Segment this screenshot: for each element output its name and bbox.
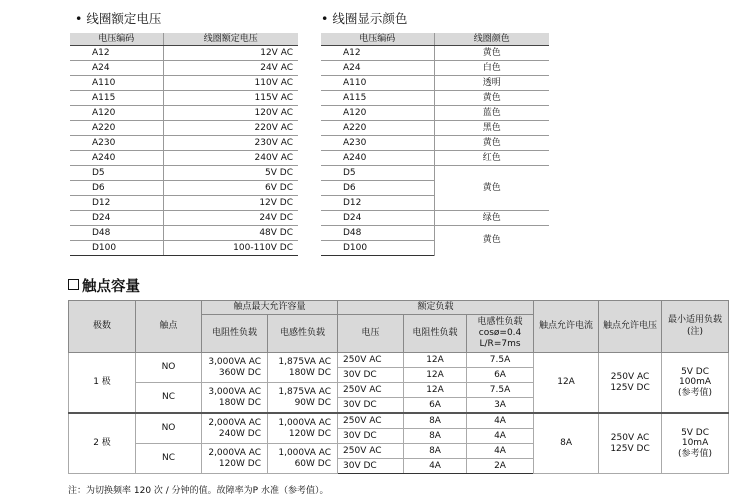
col-header-voltage-code: 电压编码: [321, 33, 434, 46]
contact-type: NO: [136, 353, 202, 383]
contact-capacity-title-text: 触点容量: [82, 279, 140, 295]
min-load-voltage: 5V DC: [681, 366, 710, 377]
resistive-max: [202, 444, 268, 474]
min-load-voltage: 5V DC: [681, 427, 710, 438]
min-load-ref: (参考值): [678, 387, 713, 398]
resistive-max-ac: 2,000VA AC: [208, 448, 261, 459]
inductive-max-ac: 1,875VA AC: [278, 387, 332, 398]
rated-voltage: 120V AC: [163, 106, 298, 121]
rated-voltage: 30V DC: [338, 368, 404, 383]
inductive-max-ac: 1,875VA AC: [278, 357, 332, 368]
resistive-max-dc: 240W DC: [218, 428, 261, 439]
voltage-code: A220: [70, 121, 163, 136]
inductive-max: [268, 383, 338, 414]
voltage-code: A110: [321, 76, 434, 91]
rated-voltage: 115V AC: [163, 91, 298, 106]
allow-current: 12A: [534, 353, 599, 414]
table-row: [321, 136, 549, 151]
coil-color: 黄色: [434, 166, 549, 211]
min-load-current: 100mA: [678, 377, 712, 388]
coil-color: 透明: [434, 76, 549, 91]
coil-voltage-heading: • 线圈额定电压: [75, 11, 162, 26]
col-header-resistive: 电阻性负载: [202, 315, 268, 353]
table-row: [321, 46, 549, 61]
voltage-code: D12: [70, 196, 163, 211]
rated-voltage: 230V AC: [163, 136, 298, 151]
rated-voltage: 6V DC: [163, 181, 298, 196]
voltage-code: D48: [321, 226, 434, 241]
col-header-voltage: 电压: [338, 315, 404, 353]
voltage-code: A220: [321, 121, 434, 136]
table-row: [321, 121, 549, 136]
coil-color: 白色: [434, 61, 549, 76]
resistive-max: [202, 383, 268, 414]
table-row: [70, 136, 298, 151]
voltage-code: D100: [70, 241, 163, 256]
inductive-max-dc: 60W DC: [294, 458, 332, 469]
voltage-code: A240: [70, 151, 163, 166]
rated-voltage: 250V AC: [338, 383, 404, 398]
footnote: 注：为切换频率 120 次 / 分钟的值。故障率为P 水准（参考值）。: [68, 486, 329, 496]
table-row: [69, 353, 729, 368]
allow-voltage: [599, 413, 662, 474]
rated-voltage: 30V DC: [338, 459, 404, 474]
rated-voltage: 24V AC: [163, 61, 298, 76]
table-row: [70, 241, 298, 256]
resistive-max: [202, 353, 268, 383]
contact-capacity-title: [68, 275, 140, 296]
checkbox-icon: [68, 279, 79, 290]
table-row: [321, 166, 549, 181]
rated-voltage: 220V AC: [163, 121, 298, 136]
coil-color: 绿色: [434, 211, 549, 226]
voltage-code: A240: [321, 151, 434, 166]
coil-voltage-table: [70, 33, 298, 256]
voltage-code: A12: [321, 46, 434, 61]
rated-voltage: 12V DC: [163, 196, 298, 211]
inductive-max-dc: 180W DC: [288, 367, 332, 378]
coil-color: 黄色: [434, 91, 549, 106]
rated-inductive: 2A: [467, 459, 534, 474]
rated-resistive: 12A: [404, 368, 467, 383]
coil-color: 黄色: [434, 46, 549, 61]
coil-color-table: [321, 33, 549, 256]
rated-voltage: 12V AC: [163, 46, 298, 61]
inductive-max: [268, 413, 338, 444]
rated-inductive: 7.5A: [467, 383, 534, 398]
voltage-code: A24: [70, 61, 163, 76]
table-row: [321, 226, 549, 241]
rated-voltage: 48V DC: [163, 226, 298, 241]
voltage-code: A120: [321, 106, 434, 121]
coil-color-heading: • 线圈显示颜色: [321, 11, 408, 26]
voltage-code: A120: [70, 106, 163, 121]
table-row: [321, 211, 549, 226]
table-row: [70, 61, 298, 76]
contact-type: NC: [136, 444, 202, 474]
rated-voltage: 30V DC: [338, 429, 404, 444]
voltage-code: A24: [321, 61, 434, 76]
table-row: [69, 413, 729, 429]
col-header-rated-load: 额定负载: [338, 301, 534, 315]
rated-resistive: 8A: [404, 413, 467, 429]
table-row: [70, 166, 298, 181]
table-row: [321, 61, 549, 76]
resistive-max: [202, 413, 268, 444]
table-row: [70, 151, 298, 166]
rated-voltage: 250V AC: [338, 444, 404, 459]
rated-inductive: 4A: [467, 444, 534, 459]
voltage-code: D6: [70, 181, 163, 196]
allow-voltage: [599, 353, 662, 414]
voltage-code: A12: [70, 46, 163, 61]
coil-color: 黑色: [434, 121, 549, 136]
pole-count: 1 极: [69, 353, 136, 414]
rated-voltage: 250V AC: [338, 353, 404, 368]
contact-type: NC: [136, 383, 202, 414]
coil-color: 黄色: [434, 226, 549, 256]
voltage-code: D24: [70, 211, 163, 226]
voltage-code: D6: [321, 181, 434, 196]
table-row: [321, 106, 549, 121]
inductive-max: [268, 353, 338, 383]
table-row: [321, 76, 549, 91]
inductive-label: 电感性负载: [477, 316, 523, 327]
min-load-current: 10mA: [681, 438, 709, 449]
inductive-max-dc: 120W DC: [288, 428, 332, 439]
rated-inductive: 3A: [467, 398, 534, 414]
voltage-code: A230: [321, 136, 434, 151]
contact-type: NO: [136, 413, 202, 444]
col-header-allow-current: 触点允许电流: [534, 301, 599, 353]
table-row: [70, 196, 298, 211]
allow-voltage-dc: 125V DC: [610, 382, 650, 393]
voltage-code: D24: [321, 211, 434, 226]
voltage-code: A115: [321, 91, 434, 106]
col-header-rated-voltage: 线圈额定电压: [163, 33, 298, 46]
rated-inductive: 7.5A: [467, 353, 534, 368]
rated-voltage: 24V DC: [163, 211, 298, 226]
table-row: [70, 121, 298, 136]
coil-color: 蓝色: [434, 106, 549, 121]
voltage-code: D48: [70, 226, 163, 241]
col-header-voltage-code: 电压编码: [70, 33, 163, 46]
allow-voltage-dc: 125V DC: [610, 443, 650, 454]
inductive-max-ac: 1,000VA AC: [278, 418, 332, 429]
resistive-max-dc: 120W DC: [218, 458, 261, 469]
rated-voltage: 30V DC: [338, 398, 404, 414]
inductive-max: [268, 444, 338, 474]
rated-voltage: 240V AC: [163, 151, 298, 166]
coil-color: 黄色: [434, 136, 549, 151]
rated-voltage: 5V DC: [163, 166, 298, 181]
min-load-note: (注): [687, 326, 704, 337]
table-row: [70, 211, 298, 226]
resistive-max-ac: 2,000VA AC: [208, 418, 261, 429]
allow-voltage-ac: 250V AC: [610, 433, 650, 444]
table-row: [70, 91, 298, 106]
table-row: [70, 181, 298, 196]
resistive-max-dc: 180W DC: [218, 397, 261, 408]
rated-voltage: 100-110V DC: [163, 241, 298, 256]
lr-label: L/R=7ms: [479, 339, 521, 350]
rated-resistive: 8A: [404, 444, 467, 459]
voltage-code: D5: [70, 166, 163, 181]
contact-capacity-table: [68, 300, 729, 474]
rated-resistive: 6A: [404, 398, 467, 414]
col-header-rated-inductive: [467, 315, 534, 353]
table-row: [70, 106, 298, 121]
voltage-code: D100: [321, 241, 434, 256]
voltage-code: D12: [321, 196, 434, 211]
voltage-code: D5: [321, 166, 434, 181]
col-header-allow-voltage: 触点允许电压: [599, 301, 662, 353]
col-header-poles: 极数: [69, 301, 136, 353]
allow-voltage-ac: 250V AC: [610, 372, 650, 383]
table-row: [70, 46, 298, 61]
table-row: [70, 76, 298, 91]
min-load-label: 最小适用负载: [668, 315, 723, 326]
rated-resistive: 8A: [404, 429, 467, 444]
col-header-inductive: 电感性负载: [268, 315, 338, 353]
col-header-rated-resistive: 电阻性负载: [404, 315, 467, 353]
rated-resistive: 12A: [404, 353, 467, 368]
min-load-ref: (参考值): [678, 448, 713, 459]
min-load: [662, 353, 729, 414]
rated-resistive: 12A: [404, 383, 467, 398]
rated-inductive: 4A: [467, 413, 534, 429]
pole-count: 2 极: [69, 413, 136, 474]
col-header-coil-color: 线圈颜色: [434, 33, 549, 46]
rated-voltage: 110V AC: [163, 76, 298, 91]
inductive-max-dc: 90W DC: [294, 397, 332, 408]
rated-inductive: 6A: [467, 368, 534, 383]
allow-current: 8A: [534, 413, 599, 474]
col-header-contact: 触点: [136, 301, 202, 353]
min-load: [662, 413, 729, 474]
voltage-code: A110: [70, 76, 163, 91]
table-row: [70, 226, 298, 241]
col-header-min-load: [662, 301, 729, 353]
table-row: [321, 151, 549, 166]
resistive-max-dc: 360W DC: [218, 367, 261, 378]
cos-label: cosø=0.4: [478, 327, 522, 338]
resistive-max-ac: 3,000VA AC: [208, 357, 261, 368]
rated-inductive: 4A: [467, 429, 534, 444]
coil-color: 红色: [434, 151, 549, 166]
inductive-max-ac: 1,000VA AC: [278, 448, 332, 459]
rated-resistive: 4A: [404, 459, 467, 474]
resistive-max-ac: 3,000VA AC: [208, 387, 261, 398]
table-row: [321, 91, 549, 106]
voltage-code: A230: [70, 136, 163, 151]
voltage-code: A115: [70, 91, 163, 106]
col-header-max-load: 触点最大允许容量: [202, 301, 338, 315]
rated-voltage: 250V AC: [338, 413, 404, 429]
